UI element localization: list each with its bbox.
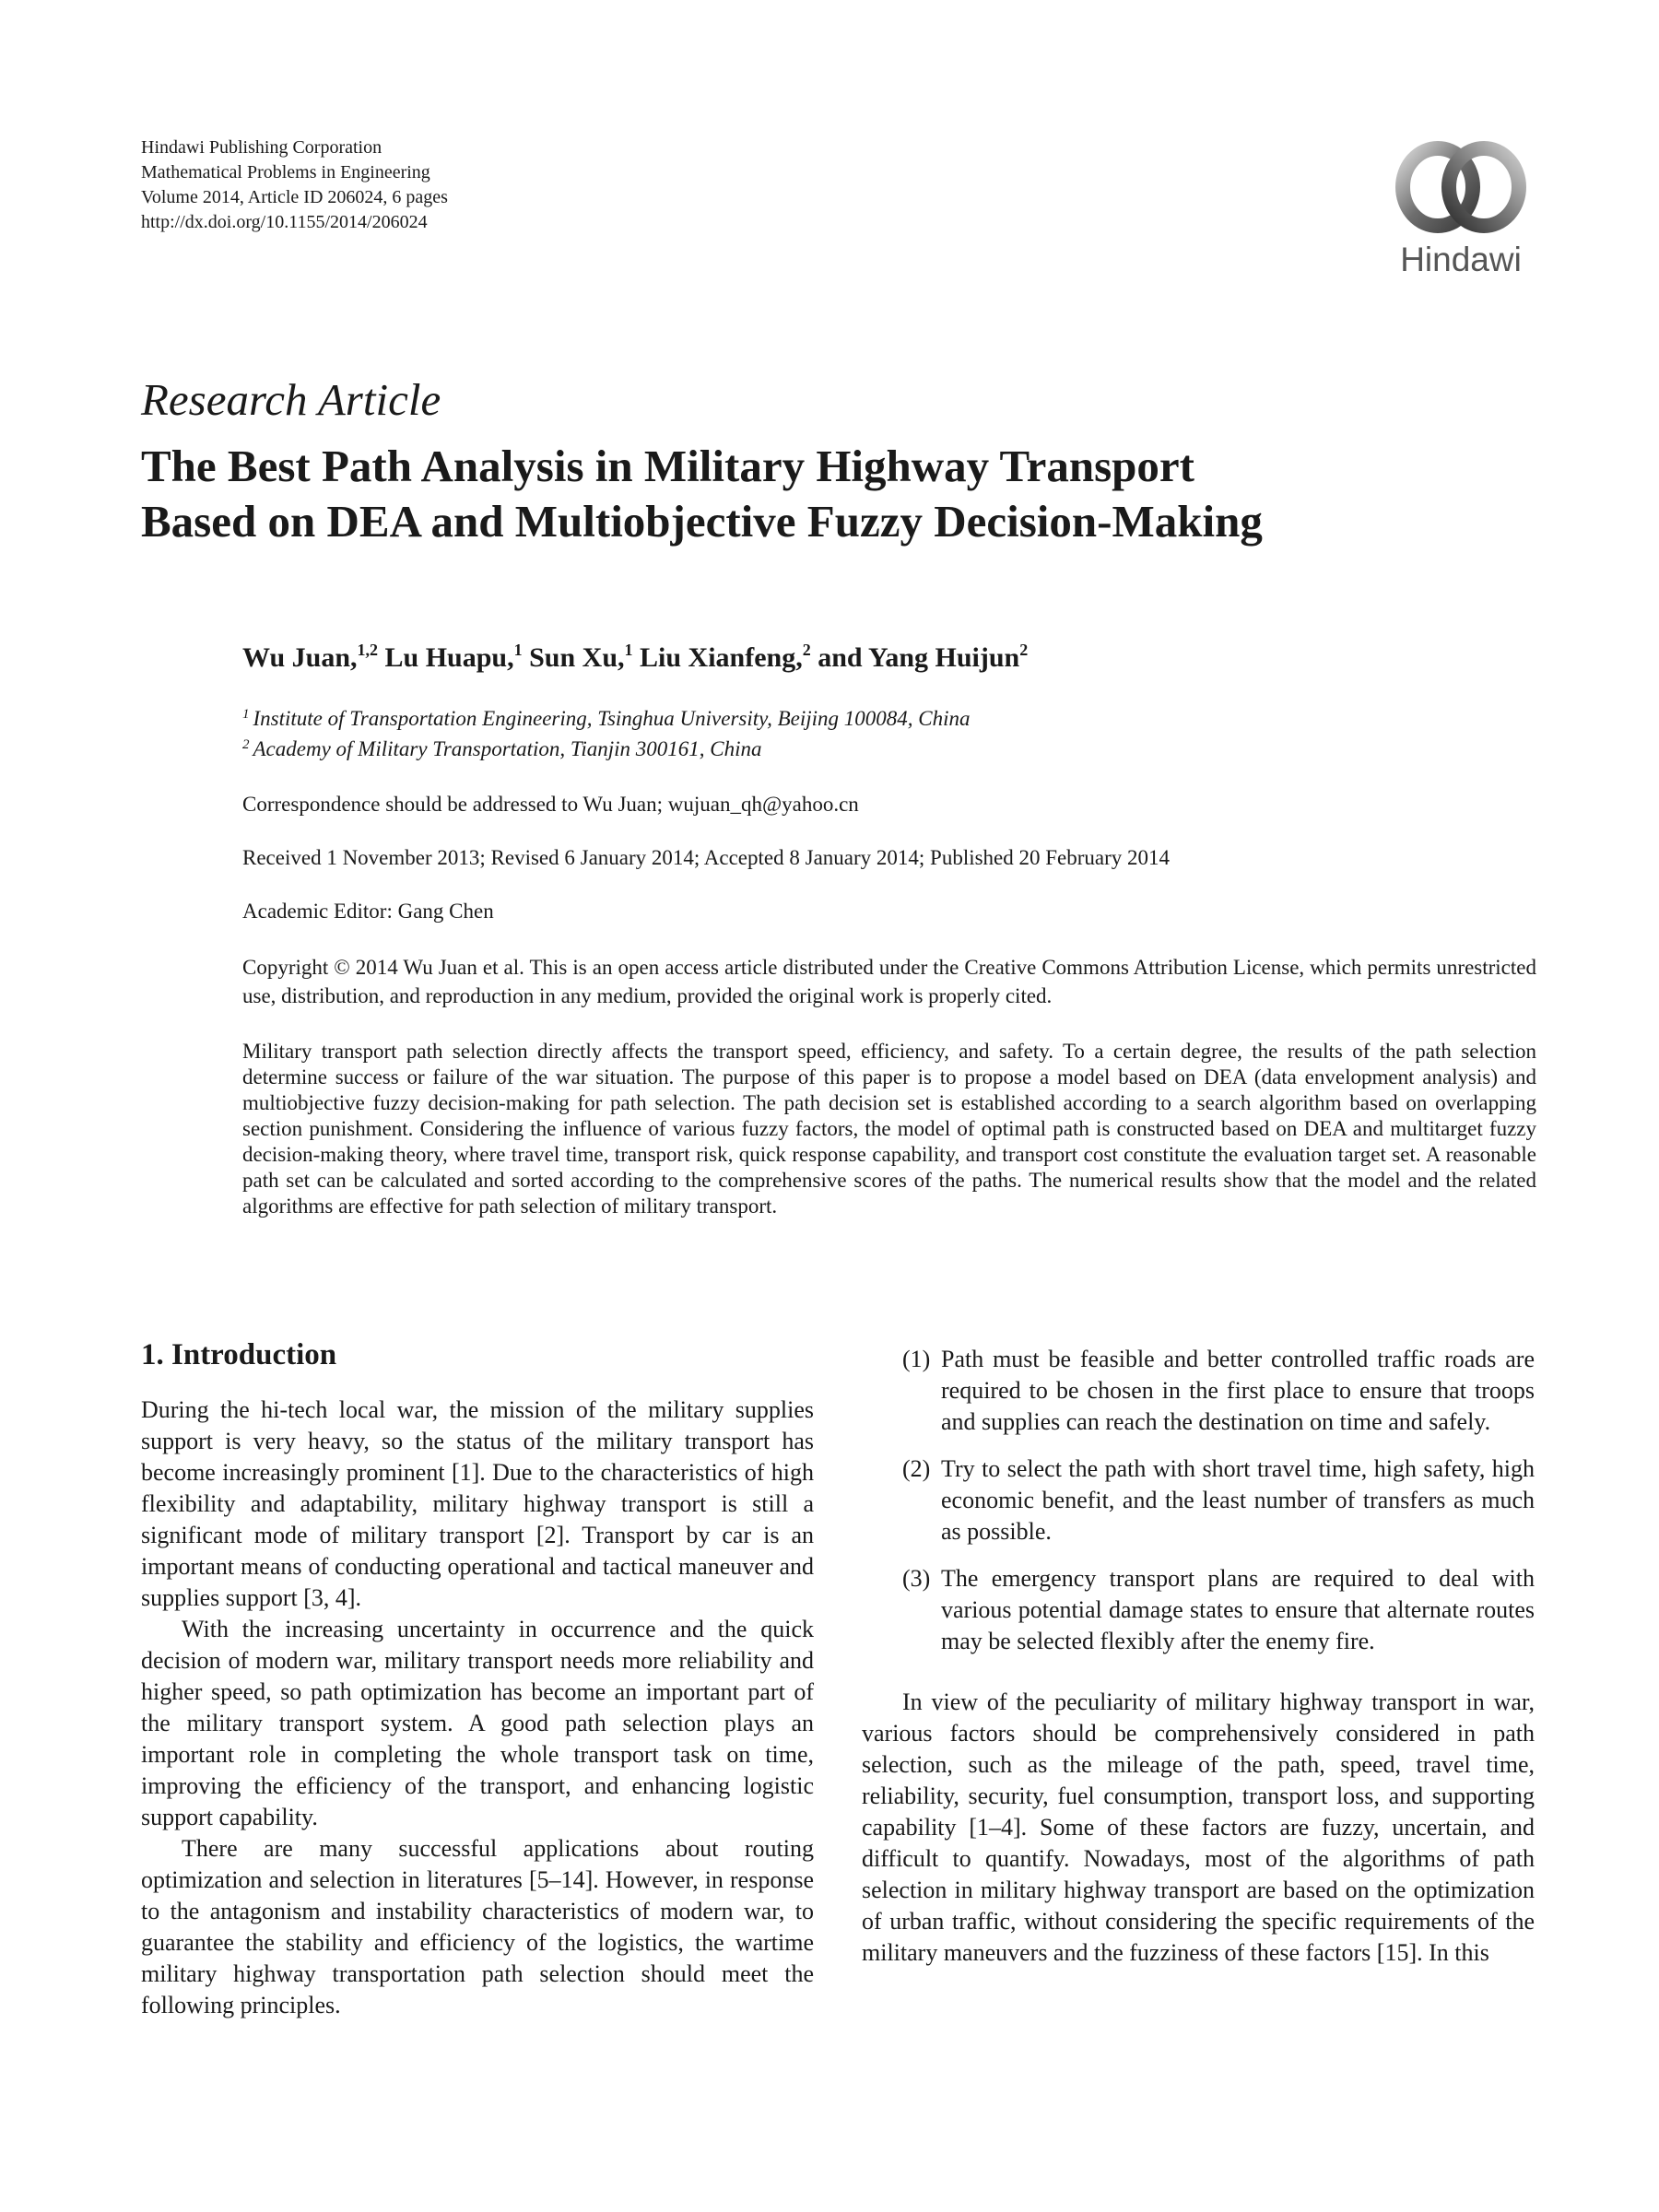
author: Lu Huapu,$^1$ (378, 641, 523, 673)
body-column-right (862, 1344, 1535, 1969)
affiliation: $^2$ Academy of Military Transportation, Tianjin 300161, China (242, 737, 762, 760)
author: and Yang Huijun$^2$ (810, 641, 1029, 673)
volume-info: Volume 2014, Article ID 206024, 6 pages (141, 187, 448, 207)
affiliation: $^1$ Institute of Transportation Engineering, Tsinghua University, Beijing 100084, China (242, 707, 971, 730)
journal-meta (141, 135, 786, 235)
hindawi-logo (1382, 136, 1539, 284)
paper-title (141, 439, 1524, 549)
principles-list (862, 1344, 1535, 1657)
journal-name: Mathematical Problems in Engineering (141, 162, 430, 182)
author-list (242, 642, 1028, 674)
paragraph: During the hi-tech local war, the mission of the military supplies support is very heavy, so the status of the military transport has become increasingly prominent [1]. Due to the characteristics of high flexibility and adaptability, military highway transport is still a significant mode of military transport [2]. Transport by car is an important means of conducting operational and tactical maneuver and supplies support [3, 4]. (141, 1396, 814, 1611)
author: Sun Xu,$^1$ (522, 641, 633, 673)
section-heading: 1. Introduction (141, 1338, 337, 1371)
article-type: Research Article (141, 374, 441, 425)
logo-text: Hindawi (1400, 241, 1522, 278)
doi-link[interactable]: http://dx.doi.org/10.1155/2014/206024 (141, 212, 428, 232)
paragraph: With the increasing uncertainty in occurrence and the quick decision of modern war, military transport needs more reliability and higher speed, so path optimization has become an important part of the military transport system. A good path selection plays an important role in completing the whole transport task on time, improving the efficiency of the transport, and enhancing logistic support capability. (141, 1616, 814, 1830)
publication-history: Received 1 November 2013; Revised 6 January 2014; Accepted 8 January 2014; Published 20 February 2014 (242, 846, 1171, 869)
abstract: Military transport path selection directly affects the transport speed, efficiency, and safety. To a certain degree, the results of the path selection determine success or failure of the war situation. The purpose of this paper is to propose a model based on DEA (data envelopment analysis) and multiobjective fuzzy decision-making for path selection. The path decision set is established according to a search algorithm based on overlapping section punishment. Considering the influence of various fuzzy factors, the model of optimal path is constructed based on DEA and multitarget fuzzy decision-making theory, where travel time, transport risk, quick response capability, and transport cost constitute the evaluation target set. A reasonable path set can be calculated and sorted according to the comprehensive scores of the paths. The numerical results show that the model and the related algorithms are effective for path selection of military transport. (242, 1040, 1536, 1218)
copyright-notice: Copyright © 2014 Wu Juan et al. This is an open access article distributed under the Creative Commons Attribution License, which permits unrestricted use, distribution, and reproduction in any medium, provided the original work is properly cited. (242, 956, 1536, 1007)
title-line-2: Based on DEA and Multiobjective Fuzzy Decision-Making (141, 496, 1263, 547)
body-column-left (141, 1336, 814, 2021)
academic-editor: Academic Editor: Gang Chen (242, 900, 494, 923)
list-item: (3) The emergency transport plans are required to deal with various potential damage states to ensure that alternate routes may be selected flexibly after the enemy fire. (902, 1565, 1535, 1654)
list-item: (1) Path must be feasible and better controlled traffic roads are required to be chosen in the first place to ensure that troops and supplies can reach the destination on time and safely. (902, 1346, 1535, 1435)
hindawi-logo-icon (1394, 136, 1528, 238)
author: Liu Xianfeng,$^2$ (632, 641, 811, 673)
affiliations (242, 703, 970, 764)
publisher-name: Hindawi Publishing Corporation (141, 137, 382, 158)
list-item: (2) Try to select the path with short travel time, high safety, high economic benefit, and the least number of transfers as much as possible. (902, 1455, 1535, 1545)
paragraph: In view of the peculiarity of military highway transport in war, various factors should be comprehensively considered in path selection, such as the mileage of the path, speed, travel time, reliability, security, fuel consumption, transport loss, and supporting capability [1–4]. Some of these factors are fuzzy, uncertain, and difficult to quantify. Nowadays, most of the algorithms of path selection in military highway transport are based on the optimization of urban traffic, without considering the specific requirements of the military maneuvers and the fuzziness of these factors [15]. In this (862, 1688, 1535, 1966)
paragraph: There are many successful applications about routing optimization and selection in literatures [5–14]. However, in response to the antagonism and instability characteristics of modern war, to guarantee the stability and efficiency of the logistics, the wartime military highway transportation path selection should meet the following principles. (141, 1835, 814, 2018)
correspondence: Correspondence should be addressed to Wu Juan; wujuan_qh@yahoo.cn (242, 793, 859, 816)
title-line-1: The Best Path Analysis in Military Highway Transport (141, 441, 1194, 491)
author: Wu Juan,$^{1,2}$ (242, 641, 379, 673)
